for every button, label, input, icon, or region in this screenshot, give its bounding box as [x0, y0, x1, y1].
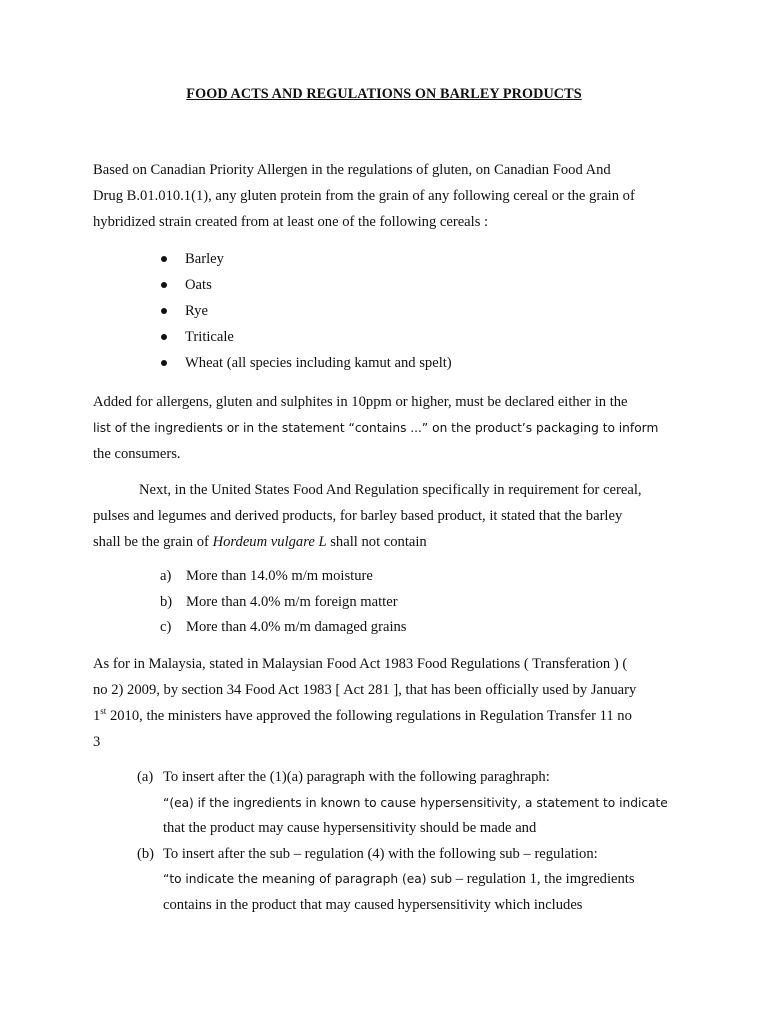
regulation-heading	[137, 765, 668, 791]
bullet-icon	[161, 334, 167, 340]
regulation-quote-line: “(ea) if the ingredients in known to cause hypersensitivity, a statement to indicate	[163, 795, 668, 810]
cereal-list	[157, 246, 452, 376]
list-marker: b)	[160, 593, 173, 610]
cereal-name: Rye	[185, 303, 208, 319]
paragraph-canadian-regulation	[93, 157, 683, 235]
paragraph-line: the consumers.	[93, 446, 181, 462]
paragraph-line	[93, 529, 683, 555]
list-marker: (a)	[137, 769, 154, 785]
cereal-name: Triticale	[185, 329, 234, 345]
paragraph-line: no 2) 2009, by section 34 Food Act 1983 [ Act 281 ], that has been officially used by January	[93, 682, 637, 698]
cereal-name: Oats	[185, 277, 212, 293]
text-segment: “to indicate the meaning of paragraph (ea) sub	[163, 872, 453, 886]
paragraph-line: list of the ingredients or in the statement “contains ...” on the product’s packaging to inform	[93, 421, 659, 435]
paragraph-line: hybridized strain created from at least one of the following cereals :	[93, 214, 489, 230]
list-item	[157, 298, 452, 324]
requirement-text: More than 4.0% m/m foreign matter	[186, 593, 398, 610]
list-marker: a)	[160, 568, 172, 584]
list-item	[157, 350, 452, 376]
text-segment: – regulation 1, the imgredients	[452, 871, 635, 887]
requirement-text: More than 14.0% m/m moisture	[186, 568, 373, 584]
ordinal-suffix: st	[100, 706, 107, 717]
list-item	[157, 324, 452, 350]
paragraph-line: Next, in the United States Food And Regulation specifically in requirement for cereal,	[139, 482, 642, 498]
list-item	[160, 615, 406, 641]
species-name: Hordeum vulgare L	[212, 534, 327, 550]
bullet-icon	[161, 360, 167, 366]
requirement-list	[160, 564, 406, 641]
bullet-icon	[161, 308, 167, 314]
cereal-name: Wheat (all species including kamut and spelt)	[185, 355, 452, 371]
paragraph-line: Based on Canadian Priority Allergen in the regulations of gluten, on Canadian Food And	[93, 162, 611, 178]
document-title: FOOD ACTS AND REGULATIONS ON BARLEY PRODUCTS	[186, 86, 582, 102]
paragraph-line: As for in Malaysia, stated in Malaysian Food Act 1983 Food Regulations ( Transferation ) (	[93, 656, 628, 672]
paragraph-allergens	[93, 389, 683, 467]
paragraph-line: pulses and legumes and derived products, for barley based product, it stated that the barley	[93, 508, 623, 524]
regulation-quote-line	[137, 867, 668, 893]
list-item	[137, 765, 668, 842]
paragraph-us-regulation	[93, 477, 683, 555]
list-item	[157, 272, 452, 298]
bullet-icon	[161, 282, 167, 288]
text-segment: shall be the grain of	[93, 534, 213, 550]
list-item	[160, 564, 406, 590]
paragraph-line	[93, 703, 683, 729]
text-segment: 1	[93, 708, 101, 724]
regulation-heading	[137, 842, 668, 868]
text-segment: 2010, the ministers have approved the following regulations in Regulation Transfer 11 no	[106, 708, 632, 724]
paragraph-malaysia	[93, 651, 683, 755]
requirement-text: More than 4.0% m/m damaged grains	[186, 619, 407, 635]
bullet-icon	[161, 256, 167, 262]
list-item	[137, 842, 668, 919]
list-item	[160, 590, 406, 616]
paragraph-line: Drug B.01.010.1(1), any gluten protein from the grain of any following cereal or the grain of	[93, 188, 635, 204]
regulation-text: To insert after the sub – regulation (4) with the following sub – regulation:	[163, 845, 598, 862]
paragraph-line: 3	[93, 734, 101, 750]
regulation-text: To insert after the (1)(a) paragraph with the following paraghraph:	[163, 769, 550, 785]
paragraph-line: Added for allergens, gluten and sulphites in 10ppm or higher, must be declared either in the	[93, 394, 628, 410]
list-item	[157, 246, 452, 272]
cereal-name: Barley	[185, 251, 224, 267]
list-marker: c)	[160, 619, 172, 635]
text-segment: shall not contain	[326, 534, 427, 550]
list-marker: (b)	[137, 845, 155, 862]
regulation-quote-line: contains in the product that may caused hypersensitivity which includes	[163, 896, 583, 913]
regulation-quote-line: that the product may cause hypersensitivity should be made and	[163, 820, 537, 836]
regulation-list	[137, 765, 668, 918]
